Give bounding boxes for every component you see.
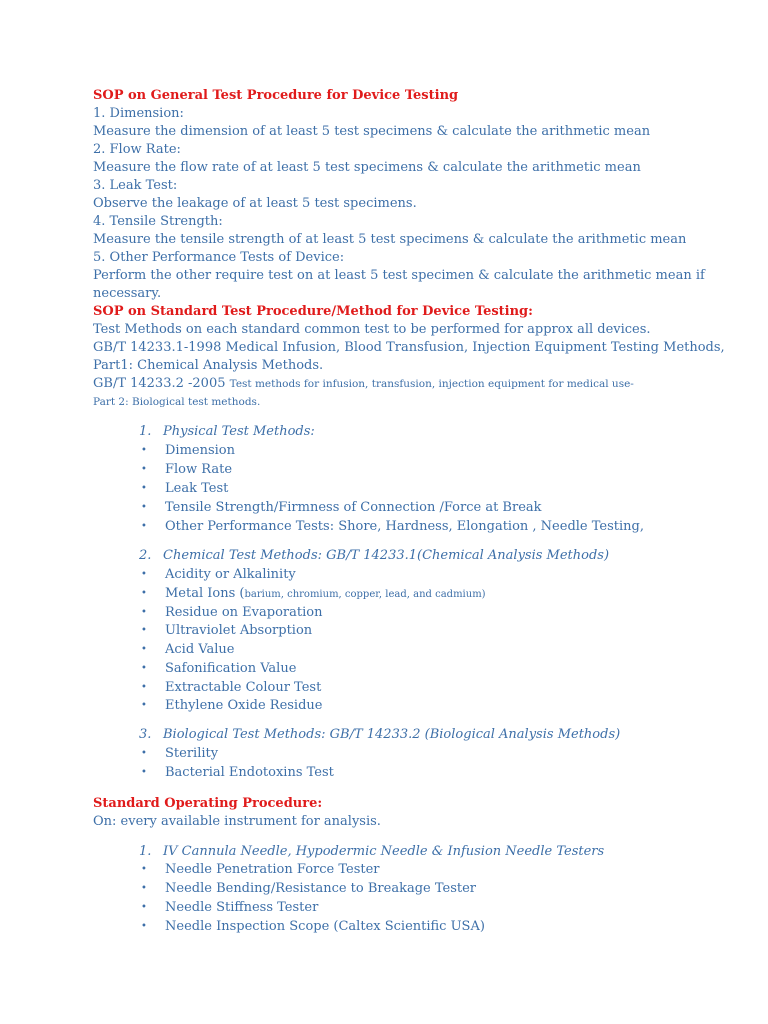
general-line: 4. Tensile Strength: xyxy=(93,214,223,229)
list-item: • Dimension xyxy=(141,443,236,458)
biological-heading xyxy=(139,726,620,744)
list-item: • Extractable Colour Test xyxy=(141,680,322,695)
chemical-title: Chemical Test Methods: GB/T 14233.1(Chemical Analysis Methods) xyxy=(163,548,610,563)
general-line: 5. Other Performance Tests of Device: xyxy=(93,250,345,265)
list-item: • Needle Stiffness Tester xyxy=(141,900,319,915)
list-item: • Needle Bending/Resistance to Breakage Tester xyxy=(141,881,477,896)
list-item: • Tensile Strength/Firmness of Connection /Force at Break xyxy=(141,500,542,515)
bullet-icon: • xyxy=(141,483,147,494)
bullet-icon: • xyxy=(141,607,147,618)
bullet-icon: • xyxy=(141,644,147,655)
general-line: Perform the other require test on at least 5 test specimen & calculate the arithmetic mean if xyxy=(93,268,705,283)
general-line: 2. Flow Rate: xyxy=(93,142,181,157)
general-title: SOP on General Test Procedure for Device Testing xyxy=(93,88,459,103)
list-item: • Acid Value xyxy=(141,642,235,657)
needle-heading xyxy=(139,843,604,861)
standard-line: Test Methods on each standard common test to be performed for approx all devices. xyxy=(93,322,651,337)
bullet-icon: • xyxy=(141,588,147,599)
standard-gb2-line xyxy=(93,375,634,393)
bullet-icon: • xyxy=(141,883,147,894)
biological-title: Biological Test Methods: GB/T 14233.2 (Biological Analysis Methods) xyxy=(163,727,621,742)
physical-num: 1. xyxy=(139,424,152,439)
bullet-icon: • xyxy=(141,625,147,636)
list-item: • Bacterial Endotoxins Test xyxy=(141,765,334,780)
physical-title: Physical Test Methods: xyxy=(163,424,315,439)
bullet-icon: • xyxy=(141,921,147,932)
list-item: • Ultraviolet Absorption xyxy=(141,623,313,638)
list-item: • Ethylene Oxide Residue xyxy=(141,698,323,713)
bullet-icon: • xyxy=(141,700,147,711)
chemical-heading xyxy=(139,547,609,565)
list-item: • Residue on Evaporation xyxy=(141,605,323,620)
standard-line: GB/T 14233.1-1998 Medical Infusion, Blood Transfusion, Injection Equipment Testing Methods, xyxy=(93,340,725,355)
sop-title: Standard Operating Procedure: xyxy=(93,796,323,811)
gb2-main: GB/T 14233.2 -2005 xyxy=(93,376,230,391)
general-line: Observe the leakage of at least 5 test specimens. xyxy=(93,196,417,211)
list-item: • Metal Ions (barium, chromium, copper, lead, and cadmium) xyxy=(141,586,486,601)
physical-heading xyxy=(139,423,315,441)
biological-num: 3. xyxy=(139,727,152,742)
standard-gb2-part: Part 2: Biological test methods. xyxy=(93,396,261,408)
gb2-small: Test methods for infusion, transfusion, injection equipment for medical use- xyxy=(229,378,634,390)
list-item: • Leak Test xyxy=(141,481,229,496)
bullet-icon: • xyxy=(141,748,147,759)
bullet-icon: • xyxy=(141,445,147,456)
general-line: Measure the flow rate of at least 5 test specimens & calculate the arithmetic mean xyxy=(93,160,641,175)
bullet-icon: • xyxy=(141,682,147,693)
bullet-icon: • xyxy=(141,521,147,532)
bullet-icon: • xyxy=(141,864,147,875)
bullet-icon: • xyxy=(141,502,147,513)
sop-subtitle: On: every available instrument for analysis. xyxy=(93,814,381,829)
list-item: • Other Performance Tests: Shore, Hardness, Elongation , Needle Testing, xyxy=(141,519,644,534)
general-line: Measure the tensile strength of at least 5 test specimens & calculate the arithmetic mean xyxy=(93,232,687,247)
chemical-num: 2. xyxy=(139,548,152,563)
list-item: • Needle Penetration Force Tester xyxy=(141,862,380,877)
bullet-icon: • xyxy=(141,464,147,475)
bullet-icon: • xyxy=(141,902,147,913)
general-line: 3. Leak Test: xyxy=(93,178,178,193)
standard-title: SOP on Standard Test Procedure/Method for Device Testing: xyxy=(93,304,533,319)
bullet-icon: • xyxy=(141,569,147,580)
list-item: • Acidity or Alkalinity xyxy=(141,567,296,582)
general-line: 1. Dimension: xyxy=(93,106,184,121)
list-item: • Flow Rate xyxy=(141,462,233,477)
needle-title: IV Cannula Needle, Hypodermic Needle & Infusion Needle Testers xyxy=(163,844,605,859)
needle-num: 1. xyxy=(139,844,152,859)
general-line: necessary. xyxy=(93,286,162,301)
list-item: • Sterility xyxy=(141,746,219,761)
bullet-icon: • xyxy=(141,767,147,778)
general-line: Measure the dimension of at least 5 test specimens & calculate the arithmetic mean xyxy=(93,124,651,139)
bullet-icon: • xyxy=(141,663,147,674)
list-item: • Needle Inspection Scope (Caltex Scientific USA) xyxy=(141,919,485,934)
standard-line: Part1: Chemical Analysis Methods. xyxy=(93,358,324,373)
list-item: • Safonification Value xyxy=(141,661,297,676)
